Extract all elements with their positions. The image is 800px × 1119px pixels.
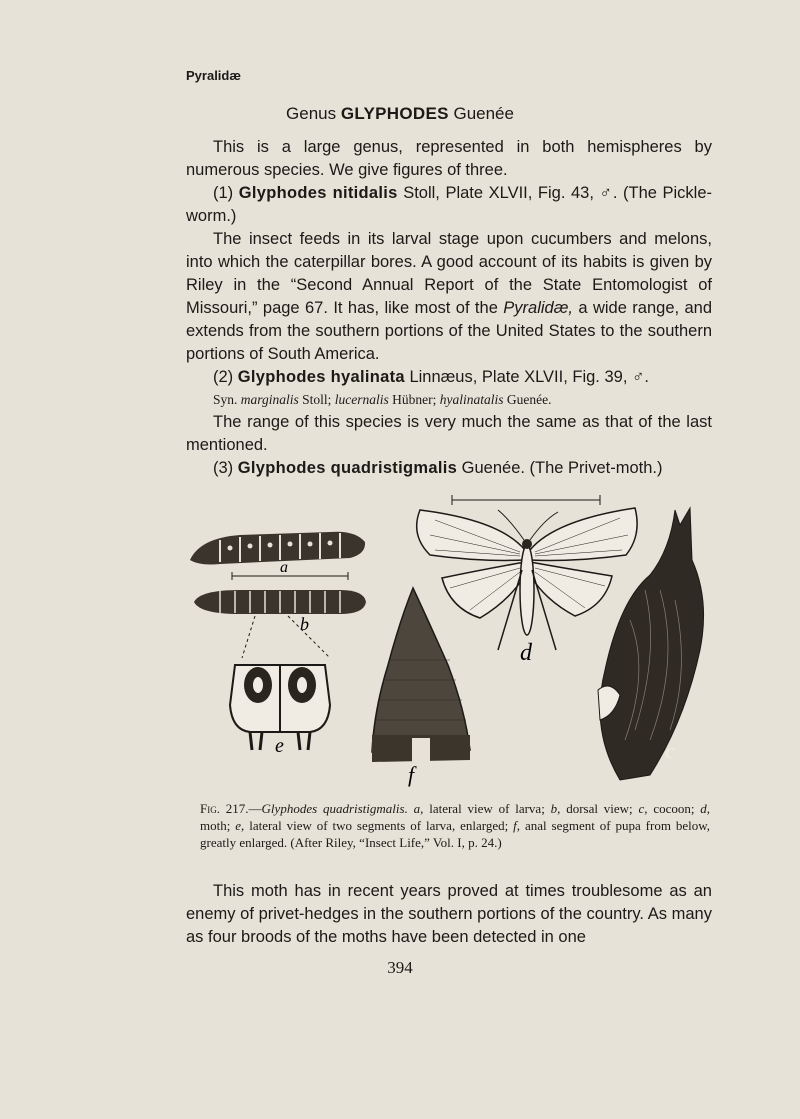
caption-desc-e: lateral view of two segments of larva, enlarged;: [249, 818, 509, 833]
genus-heading: [0, 104, 800, 124]
species-1-name: Glyphodes nitidalis: [238, 184, 398, 202]
label-b: b: [300, 614, 309, 634]
closing-text: [186, 880, 712, 949]
heading-author: Guenée: [453, 104, 514, 123]
caption-species: Glyphodes quadristigmalis.: [261, 801, 408, 816]
caption-key-c: c,: [638, 801, 648, 816]
species-3-reference: Guenée. (The Privet-moth.): [461, 459, 663, 477]
caption-key-f: f,: [513, 818, 521, 833]
syn-name-2: lucernalis: [334, 392, 389, 407]
syn-label: Syn.: [213, 392, 238, 407]
species-1-desc-b: a wide range, and extends from the southern portions of the United States to the southern portions of South America.: [186, 299, 712, 363]
species-3-heading: [186, 457, 712, 480]
syn-name-3: hyalinatalis: [439, 392, 504, 407]
larva-lateral-illustration: [190, 532, 365, 580]
species-1-description: [186, 228, 712, 366]
moth-illustration: [417, 495, 637, 666]
running-head: Pyralidæ: [186, 68, 241, 83]
larva-segments-illustration: [230, 665, 330, 757]
caption-desc-c: cocoon;: [653, 801, 695, 816]
caption-key-b: b,: [550, 801, 561, 816]
label-d: d: [520, 640, 532, 666]
species-1-heading: [186, 182, 712, 228]
species-1-desc-family: Pyralidæ,: [503, 299, 573, 317]
caption-desc-a: lateral view of larva;: [429, 801, 545, 816]
pupa-segment-illustration: [372, 588, 470, 787]
caption-figure-number: Fig. 217.: [200, 801, 249, 816]
syn-author-1: Stoll;: [302, 392, 332, 407]
caption-key-d: d,: [700, 801, 711, 816]
species-1-number: (1): [213, 184, 234, 202]
heading-prefix: Genus: [286, 104, 337, 123]
species-1-desc-a: The insect feeds in its larval stage upon cucumbers and melons, into which the caterpillar bores. A good account of its habits is given by Riley in the “Second Annual Report of the State Entomologist of Missouri,” page 67. It has, like most of the: [186, 230, 712, 317]
syn-author-2: Hübner;: [392, 392, 437, 407]
caption-key-a: a,: [413, 801, 424, 816]
figure-217-illustration: [180, 480, 710, 795]
species-3-number: (3): [213, 459, 234, 477]
species-3-name: Glyphodes quadristigmalis: [237, 459, 458, 477]
caption-dash: —: [248, 801, 262, 816]
heading-genus: GLYPHODES: [340, 104, 449, 123]
species-2-heading: [186, 366, 712, 389]
closing-paragraph: This moth has in recent years proved at times troublesome as an enemy of privet-hedges in the southern portions of the country. As many as four broods of the moths have been detected in one: [186, 882, 712, 946]
caption-key-e: e,: [235, 818, 245, 833]
label-c: c: [665, 738, 675, 763]
larva-dorsal-illustration: [194, 590, 366, 658]
syn-name-1: marginalis: [240, 392, 299, 407]
species-1-reference: Stoll, Plate XLVII, Fig. 43, ♂. (The Pickle-worm.): [186, 184, 712, 225]
intro-paragraph: This is a large genus, represented in both hemispheres by numerous species. We give figures of three.: [186, 138, 712, 179]
species-2-name: Glyphodes hyalinata: [237, 368, 405, 386]
main-text: [186, 136, 712, 480]
caption-desc-b: dorsal view;: [566, 801, 633, 816]
figure-caption: [200, 800, 710, 851]
synonymy-line: [186, 389, 712, 411]
page-number: 394: [387, 958, 413, 977]
label-a: a: [280, 559, 288, 576]
label-f: f: [408, 762, 415, 787]
species-2-description: The range of this species is very much the same as that of the last mentioned.: [186, 413, 712, 454]
label-e: e: [275, 735, 284, 757]
caption-desc-f: anal segment of pupa from below, greatly enlarged. (After Riley, “Insect Life,” Vol. I, p. 24.): [200, 818, 711, 850]
species-2-number: (2): [213, 368, 234, 386]
syn-author-3: Guenée.: [506, 392, 552, 407]
species-2-reference: Linnæus, Plate XLVII, Fig. 39, ♂.: [409, 368, 649, 386]
caption-desc-d: moth;: [200, 818, 231, 833]
